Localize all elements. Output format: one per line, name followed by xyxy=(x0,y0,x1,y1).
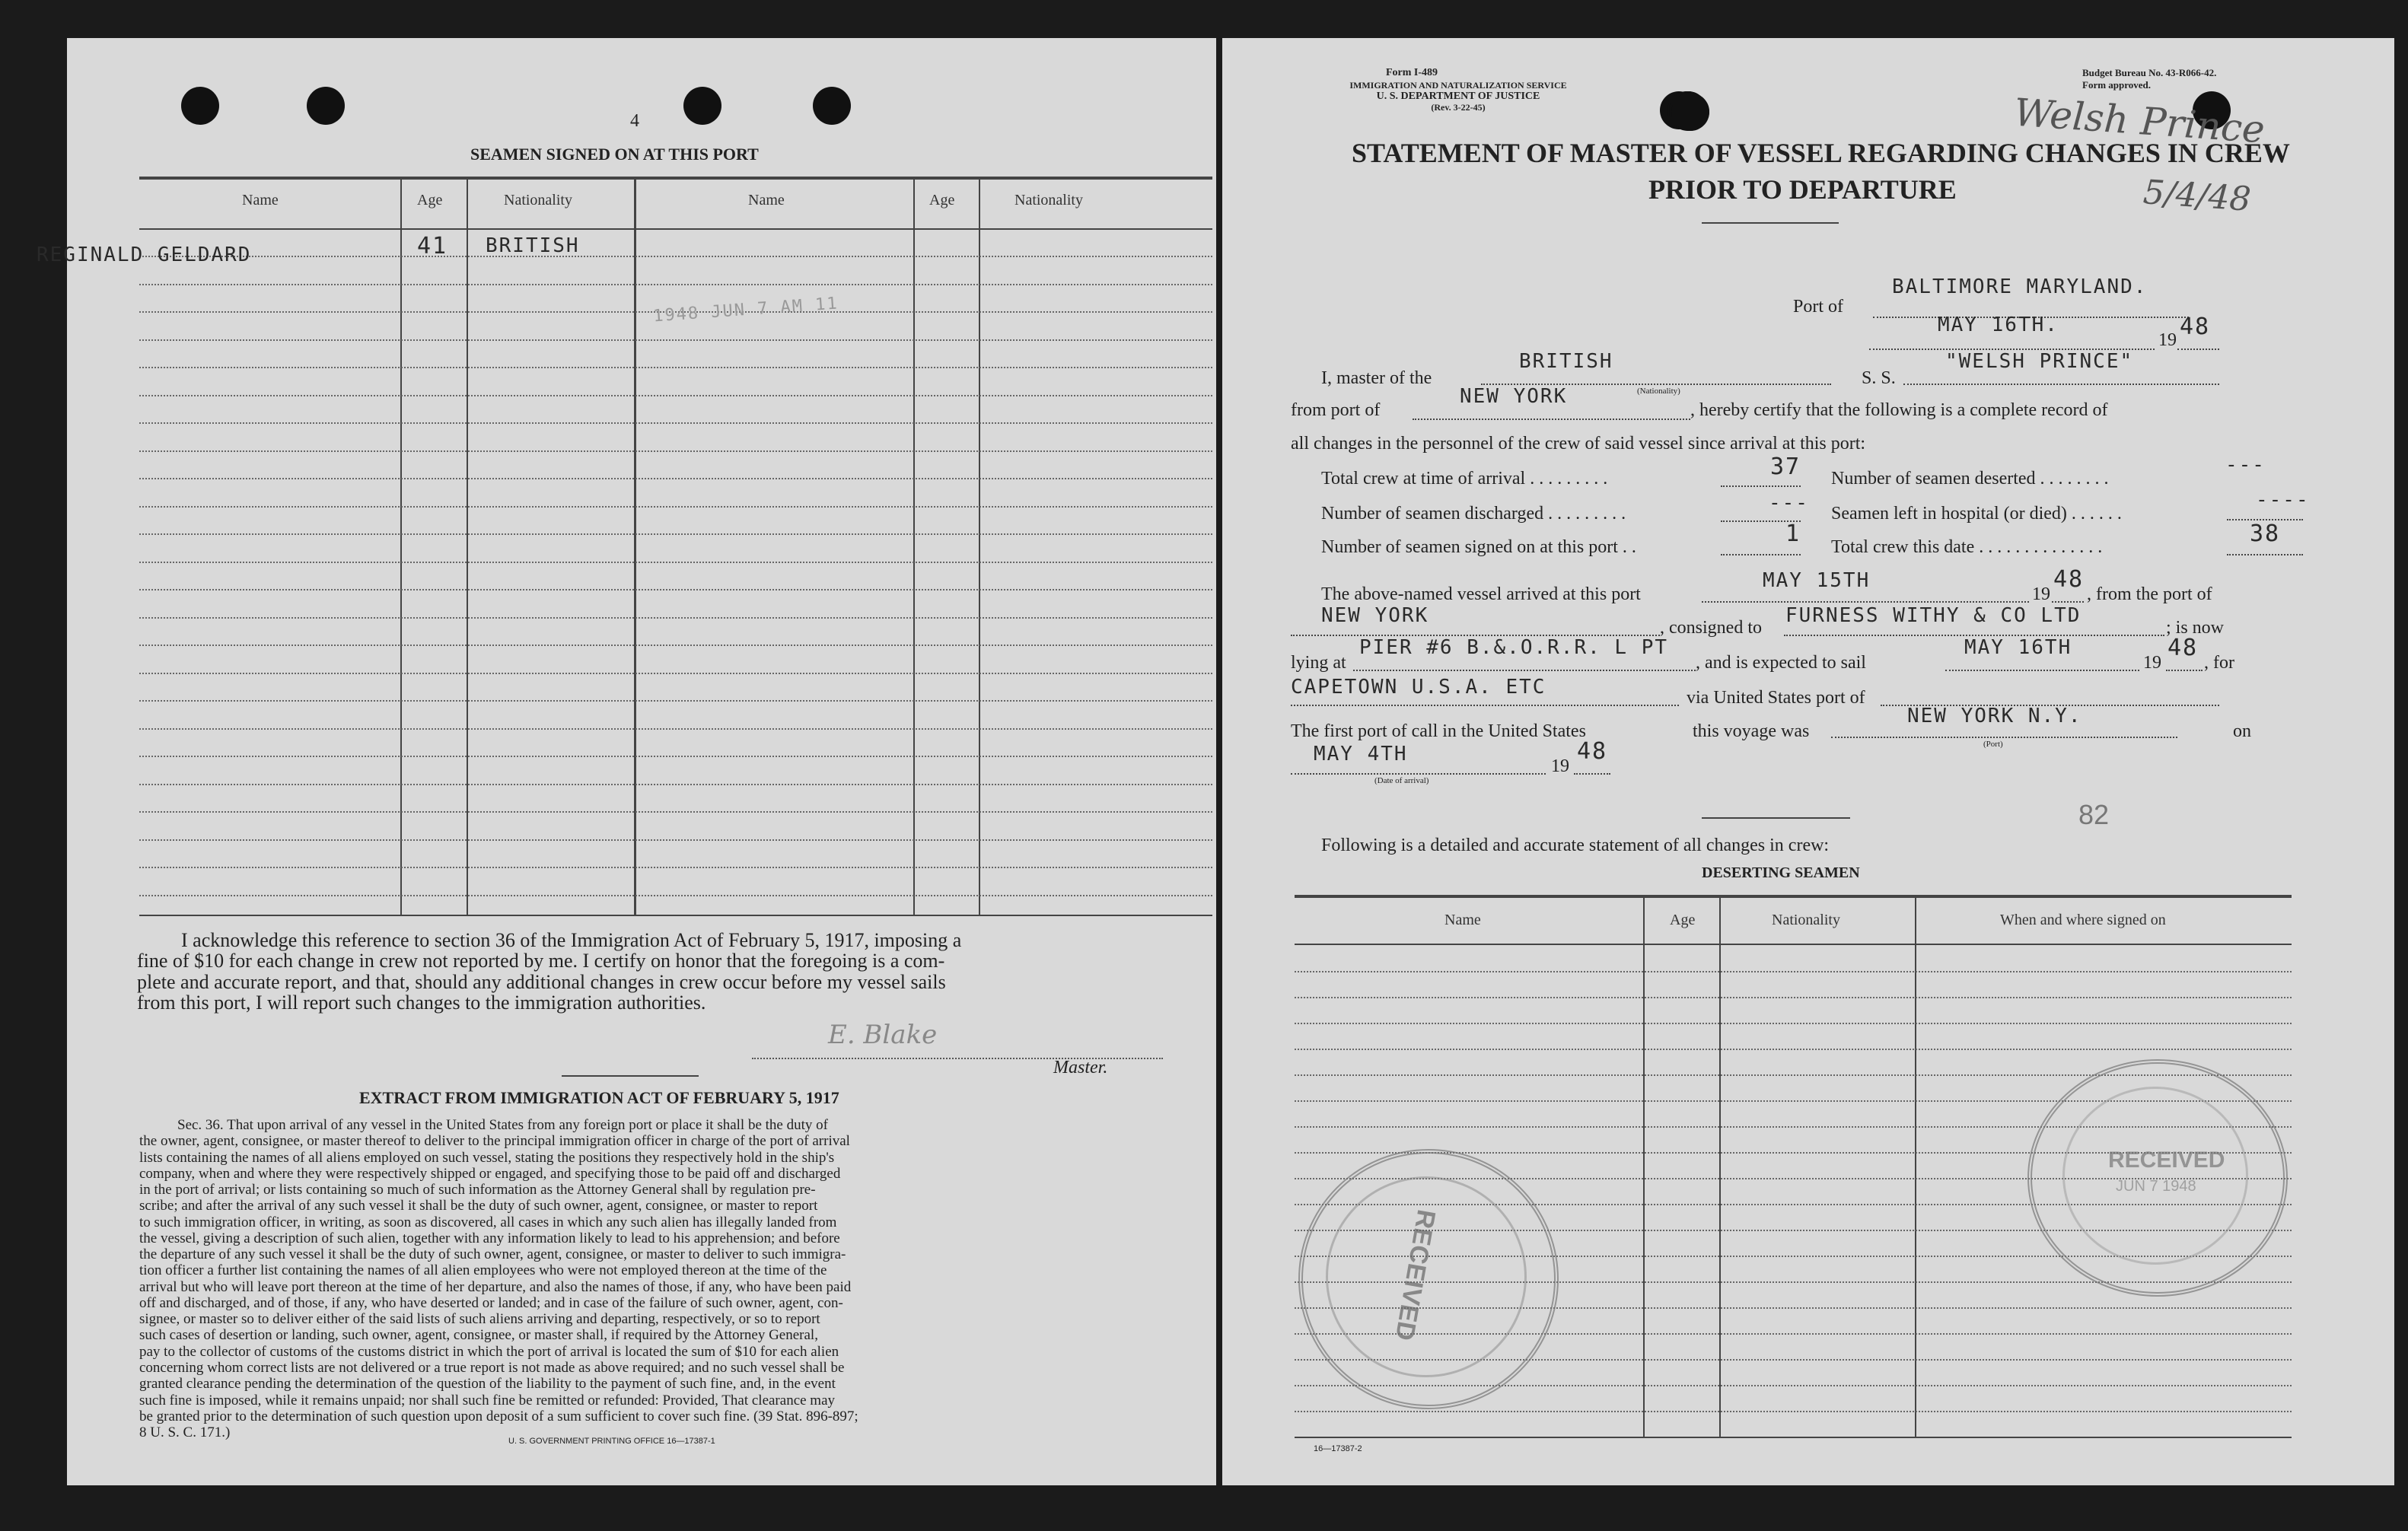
table-row-rule xyxy=(139,700,1212,702)
now-label: ; is now xyxy=(2166,618,2225,638)
faint-date-stamp: 1948 JUN 7 AM 11 xyxy=(652,294,839,326)
deserting-table-top xyxy=(1295,895,2292,898)
table-row-rule xyxy=(139,811,1212,813)
handwritten-date-note: 5/4/48 xyxy=(2142,173,2253,219)
arrived-from-value: NEW YORK xyxy=(1321,604,1429,627)
this-voyage-label: this voyage was xyxy=(1693,721,1810,741)
received-stamp-right xyxy=(2027,1059,2288,1297)
extract-line: to such immigration officer, in writing, as soon as discovered, all cases in which any such alien has illegally landed from xyxy=(139,1214,837,1230)
from-port-label: from port of xyxy=(1291,400,1381,420)
deserting-col-rule xyxy=(1643,898,1645,1437)
table-row-rule xyxy=(139,450,1212,452)
table-row-rule xyxy=(1295,1023,2292,1024)
punch-hole xyxy=(813,87,851,125)
agency-block xyxy=(1298,81,1618,113)
year-prefix: 19 xyxy=(2158,330,2177,350)
extract-line: off and discharged, and of those, if any, who have deserted or landed; and in case of the failure of such owner, agent, con- xyxy=(139,1294,843,1311)
extract-line: 8 U. S. C. 171.) xyxy=(139,1424,231,1441)
table-row-rule xyxy=(139,562,1212,563)
arrived-year-line xyxy=(2052,601,2084,603)
punch-hole xyxy=(181,87,219,125)
extract-line: the departure of any such vessel it shall be the duty of such owner, agent, consignee, or master to deliver to such immigra- xyxy=(139,1246,846,1263)
port-of-label: Port of xyxy=(1793,297,1843,317)
extract-line: arrival but who will leave port thereon at the time of her departure, and also the names of those, if any, who have been paid xyxy=(139,1278,852,1295)
acknowledgment-line: plete and accurate report, and that, should any additional changes in crew occur before my vessel sails xyxy=(137,970,946,993)
master-signature: E. Blake xyxy=(828,1020,938,1050)
table-row-rule xyxy=(139,589,1212,590)
acknowledgment-line: I acknowledge this reference to section 36 of the Immigration Act of February 5, 1917, imposing a xyxy=(181,929,962,951)
lying-label: lying at xyxy=(1291,653,1346,673)
extract-line: company, when and where they were respectively shipped or engaged, and specifying those to be paid off and discharged xyxy=(139,1165,841,1182)
port-caption: (Port) xyxy=(1983,740,2003,749)
arrival-year-prefix: 19 xyxy=(1551,756,1569,776)
ship-name-line xyxy=(1903,384,2219,385)
agency-line: IMMIGRATION AND NATURALIZATION SERVICE xyxy=(1349,80,1567,91)
stat-value-total-date: 38 xyxy=(2250,520,2281,547)
stat-line xyxy=(1721,554,1801,555)
extract-line: Sec. 36. That upon arrival of any vessel in the United States from any foreign port or place it shall be the duty of xyxy=(177,1117,828,1133)
table-row-rule xyxy=(139,284,1212,285)
arrived-year: 48 xyxy=(2053,566,2085,593)
table-col-rule xyxy=(400,180,402,915)
sail-year: 48 xyxy=(2168,635,2199,661)
table-row-rule xyxy=(1295,971,2292,972)
table-row-rule xyxy=(139,867,1212,868)
col-header-name: Name xyxy=(748,192,785,208)
extract-text xyxy=(139,1117,1216,1440)
extract-title: EXTRACT FROM IMMIGRATION ACT OF FEBRUARY 5, 1917 xyxy=(359,1088,839,1107)
stat-label-deserted: Number of seamen deserted . . . . . . . . xyxy=(1831,469,2109,489)
col-header-nationality: Nationality xyxy=(504,192,572,208)
left-page xyxy=(37,38,1216,1485)
table-col-rule xyxy=(634,180,636,915)
arrived-date: MAY 15TH xyxy=(1763,569,1871,592)
stamp-right-date: JUN 7 1948 xyxy=(2116,1178,2196,1195)
master-of-label: I, master of the xyxy=(1321,368,1432,388)
sail-year-line xyxy=(2166,670,2203,671)
first-port-line xyxy=(1831,737,2177,738)
col-header-age: Age xyxy=(929,192,955,208)
stat-label-total-arrival: Total crew at time of arrival . . . . . . . . . xyxy=(1321,469,1608,489)
table-row-rule xyxy=(139,839,1212,841)
table-col-rule xyxy=(913,180,915,915)
acknowledgment-line: from this port, I will report such changes to the immigration authorities. xyxy=(137,991,706,1014)
acknowledgment-text xyxy=(137,929,1216,1014)
table-row-rule xyxy=(139,728,1212,730)
table-row-rule xyxy=(139,506,1212,508)
punch-hole xyxy=(307,87,345,125)
table-top-rule xyxy=(139,177,1212,180)
right-page xyxy=(1222,38,2394,1485)
divider xyxy=(1702,222,1839,224)
nationality-value: BRITISH xyxy=(1519,350,1613,373)
stat-label-discharged: Number of seamen discharged . . . . . . . . . xyxy=(1321,504,1626,524)
extract-line: concerning whom correct lists are not delivered or a true report is not made as above required; and no such vessel shall be xyxy=(139,1359,845,1376)
signed-on-age: 41 xyxy=(417,233,448,259)
table-row-rule xyxy=(139,422,1212,424)
ss-label: S. S. xyxy=(1862,368,1896,388)
table-col-rule xyxy=(467,180,468,915)
printer-line: U. S. GOVERNMENT PRINTING OFFICE 16—17387-1 xyxy=(508,1437,715,1446)
extract-line: tion officer a further list containing the names of all alien employees who were not employed thereon at the time of the xyxy=(139,1262,827,1279)
extract-line: lists containing the names of all aliens employed on such vessel, stating the positions they respectively hold in the ship's xyxy=(139,1149,835,1166)
from-port-line xyxy=(1413,419,1690,420)
table-row-rule xyxy=(139,256,1212,257)
stat-value-discharged: --- xyxy=(1769,492,1809,514)
on-label: on xyxy=(2233,721,2251,741)
extract-line: such cases of desertion or landing, such owner, agent, consignee, or master shall, if required by the Attorney General, xyxy=(139,1327,818,1344)
master-label: Master. xyxy=(1053,1058,1108,1077)
deserting-header-nationality: Nationality xyxy=(1772,912,1840,928)
year-value: 48 xyxy=(2180,314,2211,340)
arrived-date-line xyxy=(1702,601,2029,603)
table-row-rule xyxy=(1295,1411,2292,1412)
for-label: , for xyxy=(2204,653,2234,673)
printer-line: 16—17387-2 xyxy=(1314,1444,1362,1453)
deserting-header-name: Name xyxy=(1444,912,1481,928)
via-label: via United States port of xyxy=(1687,688,1865,708)
arrived-label: The above-named vessel arrived at this port xyxy=(1321,584,1641,604)
deserting-header-age: Age xyxy=(1670,912,1696,928)
stat-line xyxy=(2227,554,2303,555)
divider xyxy=(562,1075,699,1077)
extract-line: the owner, agent, consignee, or master thereof to deliver to the principal immigration officer in charge of the port of arrival xyxy=(139,1133,850,1150)
extract-line: such fine is imposed, while it remains unpaid; nor shall such fine be remitted or refunded: Provided, That clearance may xyxy=(139,1392,836,1408)
signed-on-name: REGINALD GELDARD xyxy=(37,243,252,266)
arrival-date-value: MAY 4TH xyxy=(1314,743,1408,766)
certify-text-2: all changes in the personnel of the crew of said vessel since arrival at this port: xyxy=(1291,434,1866,454)
extract-line: pay to the collector of customs of the customs district in which the port of arrival is located the sum of $10 for each alien xyxy=(139,1343,839,1360)
destination-value: CAPETOWN U.S.A. ETC xyxy=(1291,676,1546,699)
date-value: MAY 16TH. xyxy=(1938,314,2059,336)
table-row-rule xyxy=(139,478,1212,479)
col-header-age: Age xyxy=(417,192,443,208)
deserting-header-signed-on: When and where signed on xyxy=(2000,912,2166,928)
agency-line: (Rev. 3-22-45) xyxy=(1431,101,1486,113)
signed-on-nationality: BRITISH xyxy=(486,234,580,257)
form-subtitle: PRIOR TO DEPARTURE xyxy=(1648,174,1957,205)
sail-year-prefix: 19 xyxy=(2143,653,2161,673)
deserting-col-rule xyxy=(1915,898,1916,1437)
sail-date-line xyxy=(1945,670,2139,671)
consignee-value: FURNESS WITHY & CO LTD xyxy=(1785,604,2082,627)
table-row-rule xyxy=(139,645,1212,646)
arrival-date-line xyxy=(1291,773,1546,775)
year-line xyxy=(2177,349,2219,350)
lying-value: PIER #6 B.&.O.R.R. L PT xyxy=(1359,636,1669,659)
acknowledgment-line: fine of $10 for each change in crew not reported by me. I certify on honor that the foregoing is a com- xyxy=(137,950,945,972)
stat-label-total-date: Total crew this date . . . . . . . . . . . . . . xyxy=(1831,537,2103,557)
section-title: SEAMEN SIGNED ON AT THIS PORT xyxy=(470,145,759,164)
extract-line: granted clearance pending the determination of the question of the liability to the payment of such fine, and, in the event xyxy=(139,1376,836,1393)
table-row-rule xyxy=(139,895,1212,896)
budget-line: Budget Bureau No. 43-R066-42. xyxy=(2082,67,2217,78)
table-row-rule xyxy=(139,756,1212,757)
stat-value-signed-on: 1 xyxy=(1785,520,1801,547)
budget-block xyxy=(2082,67,2216,91)
arrival-year: 48 xyxy=(1577,738,1608,765)
budget-line: Form approved. xyxy=(2082,78,2152,91)
destination-line xyxy=(1291,705,1679,706)
stat-label-hospital: Seamen left in hospital (or died) . . . . . . xyxy=(1831,504,2122,524)
table-row-rule xyxy=(139,533,1212,535)
certify-text: , hereby certify that the following is a complete record of xyxy=(1690,400,2108,420)
deserting-col-rule xyxy=(1719,898,1721,1437)
first-port-value: NEW YORK N.Y. xyxy=(1907,705,2082,727)
stamp-right-text: RECEIVED xyxy=(2108,1147,2225,1173)
from-port-value: NEW YORK xyxy=(1460,385,1568,408)
stat-value-hospital: ---- xyxy=(2256,489,2310,511)
port-of-value: BALTIMORE MARYLAND. xyxy=(1892,275,2148,298)
form-title: STATEMENT OF MASTER OF VESSEL REGARDING CHANGES IN CREW xyxy=(1352,138,2290,168)
col-header-nationality: Nationality xyxy=(1014,192,1083,208)
agency-line: U. S. DEPARTMENT OF JUSTICE xyxy=(1376,91,1540,103)
table-row-rule xyxy=(139,673,1212,674)
nationality-caption: (Nationality) xyxy=(1637,387,1680,396)
extract-line: the vessel, giving a description of such alien, together with any information likely to lead to his apprehension; and before xyxy=(139,1230,840,1246)
deserting-table-header-rule xyxy=(1295,944,2292,945)
table-row-rule xyxy=(139,395,1212,396)
table-row-rule xyxy=(139,367,1212,368)
extract-line: scribe; and after the arrival of any such vessel it shall be the duty of such owner, agent, consignee, or master to report xyxy=(139,1198,818,1214)
extract-line: signee, or master so to deliver either of the said lists of such aliens arriving and departing, respectively, or so to report xyxy=(139,1311,820,1328)
punch-hole xyxy=(683,87,721,125)
arrival-year-line xyxy=(1574,773,1610,775)
ship-name: "WELSH PRINCE" xyxy=(1945,350,2134,373)
following-text: Following is a detailed and accurate statement of all changes in crew: xyxy=(1321,836,1830,855)
deserting-table-bottom xyxy=(1295,1437,2292,1438)
first-port-label: The first port of call in the United States xyxy=(1291,721,1586,741)
from-the-port-label: , from the port of xyxy=(2087,584,2212,604)
table-col-rule xyxy=(979,180,980,915)
consigned-label: , consigned to xyxy=(1660,618,1762,638)
divider xyxy=(1702,817,1850,819)
arrived-year-prefix: 19 xyxy=(2032,584,2050,604)
stamp-inner-ring xyxy=(2062,1087,2248,1265)
sail-label: , and is expected to sail xyxy=(1696,653,1866,673)
stat-value-total-arrival: 37 xyxy=(1770,454,1801,480)
page-mark: 82 xyxy=(2078,799,2110,830)
punch-hole xyxy=(1671,93,1709,131)
form-number: Form I-489 xyxy=(1386,67,1438,78)
sail-date: MAY 16TH xyxy=(1964,636,2072,659)
received-stamp-left xyxy=(1298,1149,1559,1409)
table-bottom-rule xyxy=(139,915,1212,916)
table-row-rule xyxy=(139,617,1212,619)
table-row-rule xyxy=(139,784,1212,785)
handwritten-ship-note: Welsh Prince xyxy=(2012,90,2266,152)
table-header-rule xyxy=(139,228,1212,230)
stat-label-signed-on: Number of seamen signed on at this port . . xyxy=(1321,537,1636,557)
col-header-name: Name xyxy=(242,192,279,208)
table-row-rule xyxy=(1295,997,2292,998)
table-row-rule xyxy=(1295,1049,2292,1050)
page-number: 4 xyxy=(630,111,639,131)
lying-line xyxy=(1353,670,1696,671)
table-row-rule xyxy=(139,339,1212,341)
date-of-arrival-caption: (Date of arrival) xyxy=(1374,776,1429,785)
extract-line: in the port of arrival; or lists containing so much of such information as the Attorney General shall by regulation pre- xyxy=(139,1182,816,1198)
stamp-left-text: RECEIVED xyxy=(1389,1207,1441,1343)
deserting-title: DESERTING SEAMEN xyxy=(1702,864,1860,881)
extract-line: be granted prior to the determination of such question upon deposit of a sum sufficient to cover such fine. (39 Stat. 896-897; xyxy=(139,1408,858,1424)
stat-value-deserted: --- xyxy=(2225,454,2266,476)
stat-line xyxy=(1721,485,1801,487)
